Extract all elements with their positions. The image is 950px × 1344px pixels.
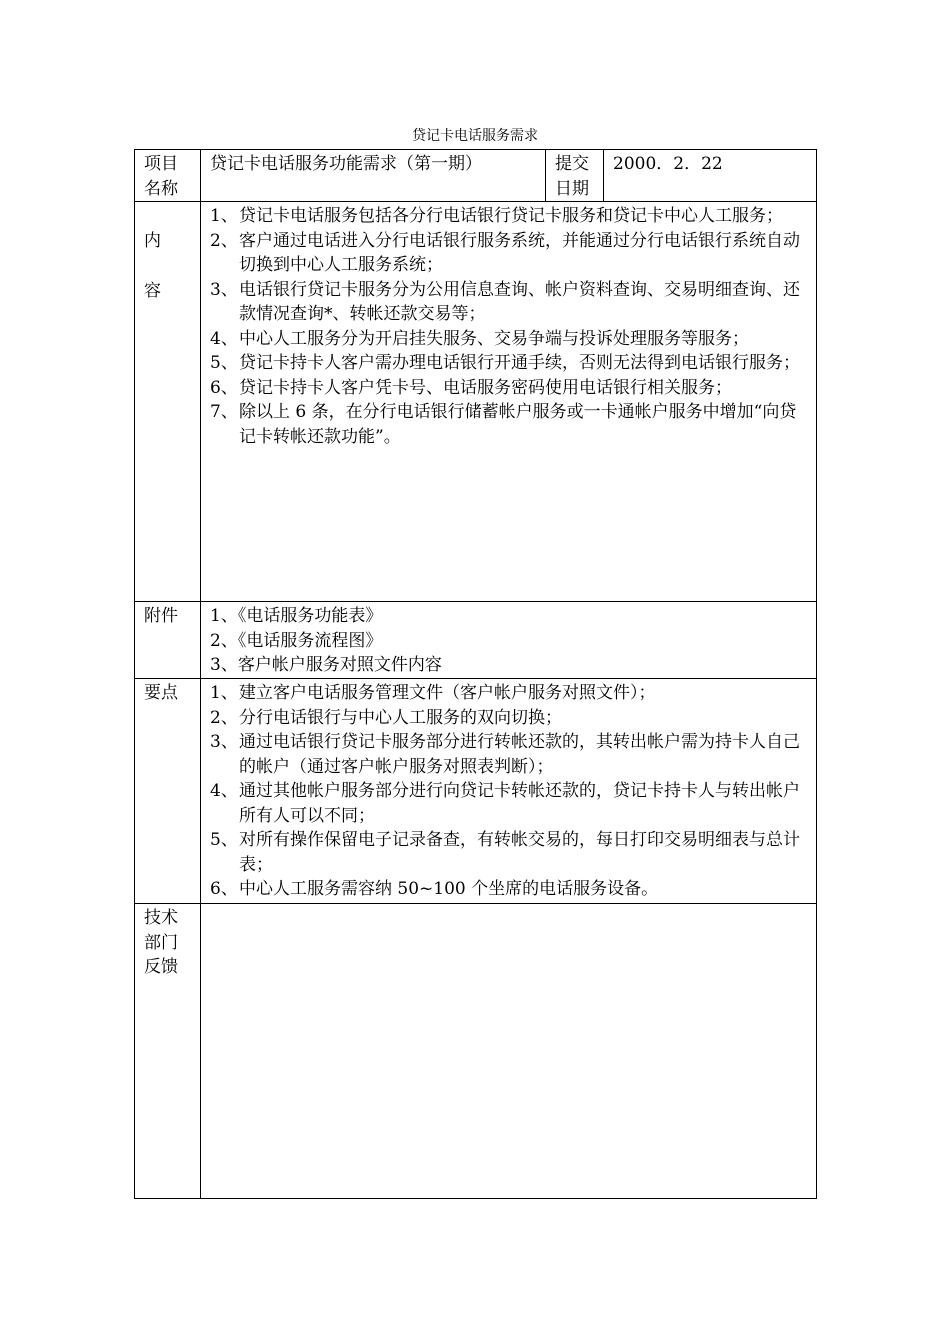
- item-number: 6、: [210, 879, 238, 899]
- list-item: [210, 351, 808, 376]
- attachment-item: 2、《电话服务流程图》: [210, 630, 383, 651]
- list-item: [210, 376, 808, 401]
- item-text: 中心人工服务分为开启挂失服务、交易争端与投诉处理服务等服务；: [239, 328, 749, 349]
- requirements-form-table: [134, 149, 817, 1199]
- list-item: [210, 828, 808, 877]
- item-number: 5、: [210, 830, 238, 850]
- content-label-char-2: 容: [144, 280, 161, 301]
- content-label: [135, 202, 201, 602]
- item-text: 除以上 6 条，在分行电话银行储蓄帐户服务或一卡通帐户服务中增加“向贷记卡转帐还款功能”。: [239, 402, 797, 447]
- item-number: 4、: [210, 328, 238, 349]
- list-item: [210, 204, 808, 229]
- item-number: 2、: [210, 707, 238, 728]
- item-number: 4、: [210, 781, 238, 801]
- list-item: [210, 877, 808, 902]
- item-number: 3、: [210, 732, 238, 752]
- document-title: 贷记卡电话服务需求: [412, 128, 538, 144]
- key-points-label: 要点: [135, 679, 201, 904]
- project-name-label: 项目名称: [135, 150, 201, 202]
- attachment-item: 1、《电话服务功能表》: [210, 606, 383, 626]
- item-text: 通过电话银行贷记卡服务部分进行转帐还款的，其转出帐户需为持卡人自己的帐户（通过客户帐户服务对照表判断）；: [239, 732, 800, 777]
- item-text: 客户通过电话进入分行电话银行服务系统，并能通过分行电话银行系统自动切换到中心人工服务系统；: [239, 230, 800, 275]
- feedback-label: 技术部门反馈: [135, 904, 201, 1199]
- item-text: 中心人工服务需容纳 50~100 个坐席的电话服务设备。: [239, 879, 659, 899]
- list-item: [210, 400, 808, 449]
- content-body: [201, 202, 817, 602]
- content-row: [135, 202, 817, 602]
- item-number: 7、: [210, 402, 238, 422]
- list-item: [210, 730, 808, 779]
- item-text: 分行电话银行与中心人工服务的双向切换；: [239, 707, 562, 728]
- item-number: 5、: [210, 353, 238, 373]
- attachments-list: [210, 604, 808, 678]
- list-item: [210, 327, 808, 352]
- list-item: [210, 681, 808, 706]
- list-item: [210, 706, 808, 731]
- submit-date-label: 提交日期: [546, 150, 604, 202]
- item-number: 1、: [210, 206, 238, 226]
- attachments-body: [201, 602, 817, 679]
- item-text: 贷记卡持卡人客户凭卡号、电话服务密码使用电话银行相关服务；: [239, 377, 732, 398]
- list-item: [210, 779, 808, 828]
- item-text: 电话银行贷记卡服务分为公用信息查询、帐户资料查询、交易明细查询、还款情况查询*、转帐还款交易等；: [239, 279, 800, 324]
- attachments-row: [135, 602, 817, 679]
- item-number: 3、: [210, 279, 238, 300]
- key-points-list: [210, 681, 808, 902]
- item-text: 通过其他帐户服务部分进行向贷记卡转帐还款的，贷记卡持卡人与转出帐户所有人可以不同；: [239, 781, 800, 826]
- content-label-char-1: 内: [144, 231, 161, 251]
- submit-date-value: 2000．2．22: [604, 150, 817, 202]
- key-points-body: [201, 679, 817, 904]
- item-text: 建立客户电话服务管理文件（客户帐户服务对照文件）；: [239, 683, 656, 703]
- feedback-row: [135, 904, 817, 1199]
- feedback-body[interactable]: [201, 904, 817, 1199]
- project-row: [135, 150, 817, 202]
- key-points-row: [135, 679, 817, 904]
- item-number: 1、: [210, 683, 238, 703]
- project-name-value: 贷记卡电话服务功能需求（第一期）: [201, 150, 546, 202]
- attachments-label: 附件: [135, 602, 201, 679]
- item-text: 贷记卡电话服务包括各分行电话银行贷记卡服务和贷记卡中心人工服务；: [239, 206, 783, 226]
- list-item: [210, 229, 808, 278]
- content-list: [210, 204, 808, 449]
- item-text: 贷记卡持卡人客户需办理电话银行开通手续，否则无法得到电话银行服务；: [239, 353, 800, 373]
- attachment-item: 3、客户帐户服务对照文件内容: [210, 655, 442, 675]
- item-text: 对所有操作保留电子记录备查，有转帐交易的，每日打印交易明细表与总计表；: [239, 830, 800, 875]
- list-item: [210, 278, 808, 327]
- item-number: 2、: [210, 230, 238, 251]
- item-number: 6、: [210, 377, 238, 398]
